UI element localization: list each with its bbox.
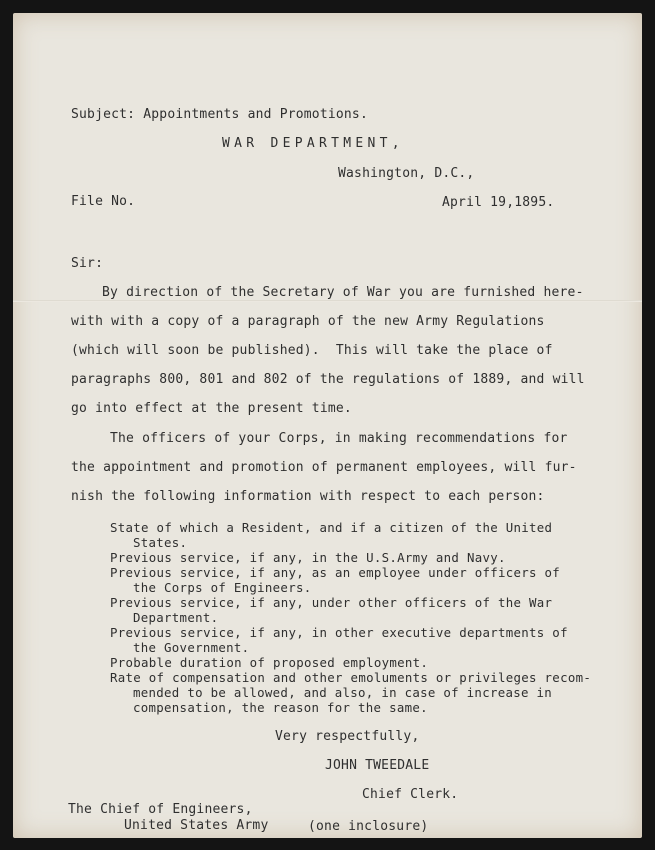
signature-name: JOHN TWEEDALE: [325, 758, 430, 773]
salutation: Sir:: [71, 256, 104, 271]
paragraph-line: with with a copy of a paragraph of the new Army Regulations: [71, 314, 545, 329]
paragraph-line: (which will soon be published). This will take the place of: [71, 343, 553, 358]
list-item-continuation: the Government.: [133, 640, 250, 655]
list-item-line: Previous service, if any, under other officers of the War: [110, 595, 553, 610]
list-item-continuation: compensation, the reason for the same.: [133, 700, 428, 715]
list-item-continuation: States.: [133, 535, 188, 550]
addressee-line: United States Army: [124, 818, 269, 833]
addressee-line: The Chief of Engineers,: [68, 802, 253, 817]
signature-title: Chief Clerk.: [362, 787, 459, 802]
file-number: File No.: [71, 194, 136, 209]
paragraph-line: the appointment and promotion of permanent employees, will fur-: [71, 460, 577, 475]
list-item-line: Probable duration of proposed employment.: [110, 655, 429, 670]
department-heading: WAR DEPARTMENT,: [222, 136, 404, 151]
enclosure-note: (one inclosure): [308, 819, 429, 834]
paragraph-line: nish the following information with respect to each person:: [71, 489, 545, 504]
place-line: Washington, D.C.,: [338, 166, 475, 181]
list-item-continuation: Department.: [133, 610, 219, 625]
list-item-line: Previous service, if any, in the U.S.Army and Navy.: [110, 550, 506, 565]
list-item-line: Previous service, if any, in other executive departments of: [110, 625, 568, 640]
paragraph-line: By direction of the Secretary of War you are furnished here-: [102, 285, 584, 300]
subject-line: Subject: Appointments and Promotions.: [71, 107, 368, 122]
list-item-continuation: the Corps of Engineers.: [133, 580, 312, 595]
list-item-line: Previous service, if any, as an employee under officers of: [110, 565, 561, 580]
paragraph-line: go into effect at the present time.: [71, 401, 352, 416]
list-item-continuation: mended to be allowed, and also, in case of increase in: [133, 685, 553, 700]
paragraph-line: The officers of your Corps, in making recommendations for: [110, 431, 568, 446]
list-item-line: State of which a Resident, and if a citizen of the United: [110, 520, 553, 535]
paragraph-line: paragraphs 800, 801 and 802 of the regulations of 1889, and will: [71, 372, 585, 387]
list-item-line: Rate of compensation and other emoluments or privileges recom-: [110, 670, 592, 685]
closing: Very respectfully,: [275, 729, 420, 744]
date-line: April 19,1895.: [442, 195, 555, 210]
